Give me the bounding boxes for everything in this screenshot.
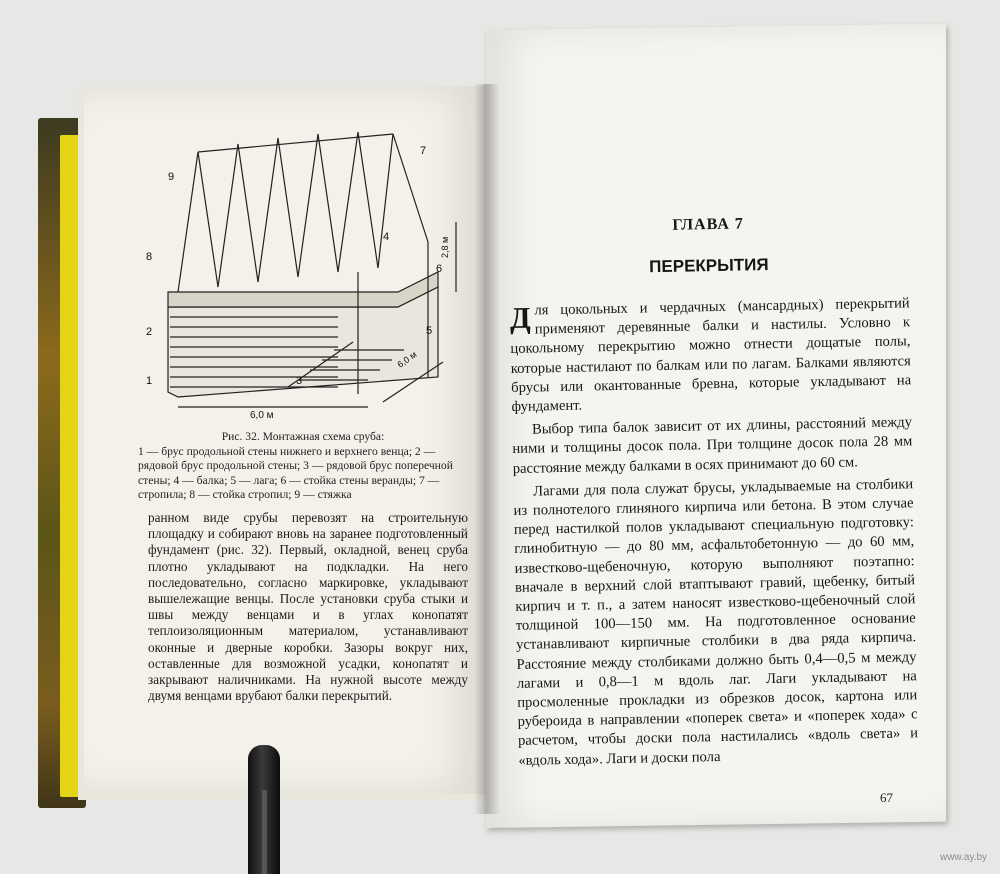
rafters: [178, 132, 428, 292]
caption-body: 1 — брус продольной стены нижнего и верхнего венца; 2 — рядовой брус продольной стены; 3 — рядовой брус поперечной стены; 4 — балка; 5 — лага; 6 — стойка стены веранды; 7 — стропила; 8 — стойка стропил; 9 — стяжка: [138, 444, 453, 501]
page-number: 67: [880, 790, 893, 805]
label-5: 5: [426, 325, 433, 337]
watermark: www.ay.by: [940, 852, 988, 863]
label-3: 3: [296, 375, 303, 387]
left-body-text: ранном виде срубы перевозят на строительную площадку и собирают вновь на заранее подготовленный фундамент (рис. 32). Первый, окладной, венец сруба плотно укладывают на подкладки. На него последовательно, согласно маркировке, укладывают вышележащие венцы. После установки сруба стыки и швы между венцами и в углах конопатят теплоизоляционным материалом, устанавливают оконные и дверные коробки. Зазоры вокруг них, оставленные для возможной усадки, конопатят и закрывают наличниками. На нужной высоте между двумя венцами врубают балки перекрытий.: [148, 510, 468, 704]
section-title: ПЕРЕКРЫТИЯ: [649, 255, 769, 277]
label-9: 9: [168, 171, 175, 183]
paragraph-2: Выбор типа балок зависит от их длины, расстояний между ними и толщины досок пола. При толщине досок пола 28 мм расстояние между балками в осях принимают до 60 см.: [512, 414, 913, 477]
dimension-height: 2,8 м: [440, 236, 450, 258]
label-1: 1: [146, 375, 153, 387]
drop-cap: Д: [509, 301, 531, 335]
log-house-diagram: [138, 122, 460, 422]
dimension-width: 6,0 м: [250, 410, 274, 421]
pen-clip: [262, 790, 267, 874]
label-6: 6: [436, 263, 443, 275]
dimension-depth: 6,0 м: [395, 349, 419, 370]
figure-caption: [138, 430, 468, 503]
right-page-content: [508, 212, 919, 774]
paragraph-3: Лагами для пола служат брусы, укладываемые на столбики из полнотелого глиняного кирпича или бетона. В этом случае перед настилкой полов укладывают специальную подготовку: глинобитную — до 80 мм, асфальтобетонную — до 60 мм, известково-щебеночную, которую выполняют поэтапно: вначале в верхний слой втаптывают гравий, щебенку, битый кирпич и т. п., а затем наносят известково-щебеночный слой толщиной 100—150 мм. На подготовленное основание устанавливают кирпичные столбики в два ряда кирпича. Расстояние между столбиками должно быть 0,4—0,5 м между лагами и 0,8—1 м вдоль лаг. Лаги укладывают на просмоленные прокладки из обрезков досок, картона или рубероида в направлении «поперек света» и «поперек хода» с расчетом, чтобы доски пола настилались «вдоль света» и «вдоль хода». Лаги и доски пола: [513, 476, 919, 769]
label-8: 8: [146, 251, 153, 263]
diagram-lines: [168, 132, 456, 407]
paragraph-1: [510, 294, 912, 417]
paragraph-1-text: ля цокольных и чердачных (мансардных) перекрытий применяют деревянные балки и настилы. Условно к цокольному перекрытию можно отнести дощатые полы, которые настилают по балкам или по лагам. Балками являются брусы или окантованные бревна, которые укладывают на фундамент.: [510, 295, 912, 415]
book-gutter: [474, 84, 500, 814]
chapter-heading: ГЛАВА 7: [672, 215, 745, 234]
label-2: 2: [146, 326, 153, 338]
label-7: 7: [420, 145, 427, 157]
label-4: 4: [383, 231, 390, 243]
caption-title: Рис. 32. Монтажная схема сруба:: [221, 430, 385, 443]
